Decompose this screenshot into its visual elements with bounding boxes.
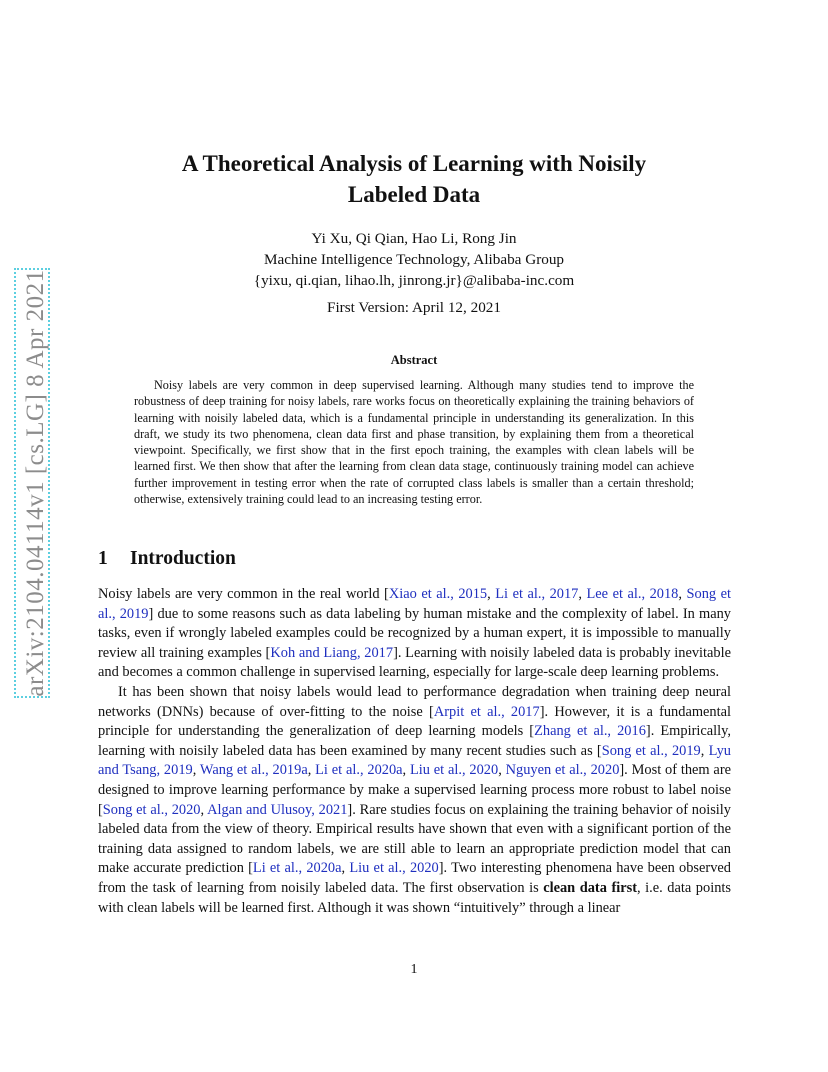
citation-link[interactable]: Song et al., 2020 [102,801,201,818]
citation-link[interactable]: Algan and Ulusoy, 2021 [207,801,348,818]
title-line-2: Labeled Data [347,182,481,207]
intro-body [98,585,731,918]
section-heading [98,548,498,570]
text-run: , [578,586,587,602]
page-number: 1 [410,962,418,977]
text-run: , i.e. data points with clean labels will be learned first. Although it was shown “intuitively” through a linear [98,879,731,916]
paper-title [120,148,708,210]
text-run: , [700,742,709,759]
citation-link[interactable]: Zhang et al., 2016 [534,723,646,740]
citation-link[interactable]: Koh and Liang, 2017 [270,644,394,661]
text-run: ]. Empirically, learning with noisily labeled data has been examined by many recent studies such as [ [98,723,731,759]
text-run: ]. Most of them are designed to improve learning performance by make a supervised learning process more robust to label noise [ [98,762,731,818]
arxiv-identifier[interactable]: arXiv:2104.04114v1 [cs.LG] 8 Apr 2021 [22,269,49,697]
citation-link[interactable]: Song et al., 2019 [601,742,701,759]
text-run: It has been shown that noisy labels would lead to performance degradation when training deep neural networks (DNNs) because of over-fitting to the noise [ [98,683,731,720]
text-run: ]. Rare studies focus on explaining the training behavior of noisily labeled data from the view of theory. Empirical results have shown that even with a significant portion of the training data assigned to random labels, we are still able to learn an appropriate prediction model that can make accurate prediction [ [98,801,731,877]
section-title: Introduction [130,548,236,569]
text-run: , [200,801,208,818]
citation-link[interactable]: Liu et al., 2020 [409,762,499,779]
text-run: , [487,586,496,602]
citation-link[interactable]: Song et al., 2019 [98,586,732,622]
citation-link[interactable]: Li et al., 2020a [315,762,403,779]
text-run: ] due to some reasons such as data labeling by human mistake and the complexity of label. In many tasks, even if wrongly labeled examples could be recognized by a human expert, it is impossible to manually review all training examples [ [98,605,731,661]
text-run: , [192,762,200,779]
section-number: 1 [98,548,108,569]
text-run: ]. Two interesting phenomena have been observed from the task of learning from noisily labeled data. The first observation is [98,860,731,896]
text-run: , [402,762,410,779]
citation-link[interactable]: Xiao et al., 2015 [388,586,488,602]
citation-link[interactable]: Liu et al., 2020 [349,860,439,877]
author-block [120,228,708,291]
abstract-heading: Abstract [390,353,438,367]
abstract-text: Noisy labels are very common in deep supervised learning. Although many studies tend to improve the robustness of deep training for noisy labels, rare works focus on theoretically explaining the training behaviors of learning with noisily labeled data, which is a fundamental principle in understanding its generalization. In this draft, we study its two phenomena, clean data first and phase transition, by explaining them from a theoretical viewpoint. Specifically, we first show that in the first epoch training, the examples with clean labels will be learned first. We then show that after the learning from clean data stage, continuously training model can achieve further improvement in testing error when the rate of corrupted class labels is smaller than a certain threshold; otherwise, extensively training could lead to an increasing testing error. [134,378,694,507]
emphasis-term: clean data first [543,879,638,896]
citation-link[interactable]: Arpit et al., 2017 [433,703,540,720]
text-run: , [678,586,687,602]
citation-link[interactable]: Li et al., 2017 [495,586,579,602]
text-run: , [498,762,506,779]
citation-link[interactable]: Lyu and Tsang, 2019 [98,742,731,779]
text-run: , [307,762,316,779]
citation-link[interactable]: Lee et al., 2018 [586,586,679,602]
citation-link[interactable]: Nguyen et al., 2020 [505,762,620,779]
text-run: Noisy labels are very common in the real world [ [98,586,389,602]
text-run: ]. Learning with noisily labeled data is probably inevitable and becomes a common challenge in supervised learning, especially for large-scale deep learning problems. [98,644,731,681]
intro-paragraph-2 [98,683,731,918]
intro-paragraph-1 [98,585,731,683]
title-line-1: A Theoretical Analysis of Learning with Noisily [181,151,647,176]
version-date: First Version: April 12, 2021 [327,299,501,316]
citation-link[interactable]: Wang et al., 2019a [199,762,308,779]
text-run: ]. However, it is a fundamental principle for understanding the generalization of deep learning models [ [98,703,731,740]
citation-link[interactable]: Li et al., 2020a [252,860,342,877]
text-run: , [341,860,350,877]
author-emails: {yixu, qi.qian, lihao.lh, jinrong.jr}@alibaba-inc.com [253,272,575,289]
author-names: Yi Xu, Qi Qian, Hao Li, Rong Jin [311,230,517,247]
author-affiliation: Machine Intelligence Technology, Alibaba Group [263,251,565,268]
